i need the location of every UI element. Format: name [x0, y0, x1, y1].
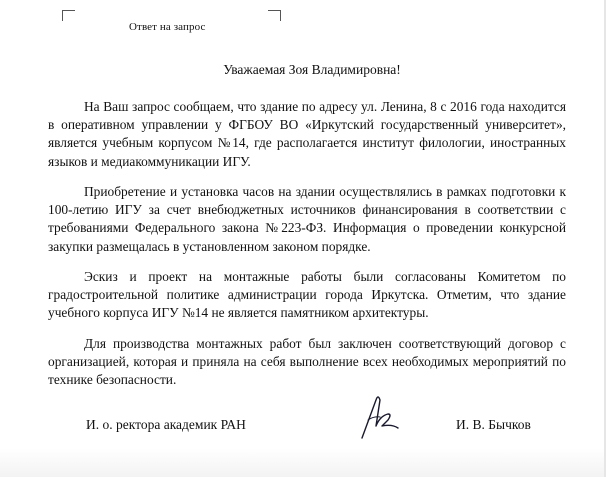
- paragraph-4: Для производства монтажных работ был заключен соответствующий договор с организацией, которая и приняла на себя выполнение всех необходимых мероприятий по технике безопасности.: [48, 336, 566, 388]
- handwritten-signature: [340, 386, 420, 446]
- signatory-title: И. о. ректора академик РАН: [86, 417, 246, 432]
- signatory-name: И. В. Бычков: [456, 417, 531, 432]
- paragraph-3: Эскиз и проект на монтажные работы были согласованы Комитетом по градостроительной политике администрации города Иркутска. Отметим, что здание учебного корпуса ИГУ №14 не является памятником архитектуры.: [48, 269, 566, 321]
- address-corner-mark-left: [62, 10, 75, 21]
- salutation: Уважаемая Зоя Владимировна!: [223, 62, 401, 77]
- reply-to-label: Ответ на запрос: [129, 21, 206, 33]
- paragraph-1: На Ваш запрос сообщаем, что здание по адресу ул. Ленина, 8 с 2016 года находится в оперативном управлении у ФГБОУ ВО «Иркутский государственный университет», является учебным корпусом №14, где располагается институт филологии, иностранных языков и медиакоммуникации ИГУ.: [48, 99, 566, 169]
- paragraph-2: Приобретение и установка часов на здании осуществлялись в рамках подготовки к 100-летию ИГУ за счет внебюджетных источников финансирования в соответствии с требованиями Федерального закона №223-ФЗ. Информация о проведении конкурсной закупки размещалась в установленном законом порядке.: [48, 184, 566, 254]
- page-bottom-edge: [0, 448, 606, 477]
- address-corner-mark-right: [268, 10, 281, 21]
